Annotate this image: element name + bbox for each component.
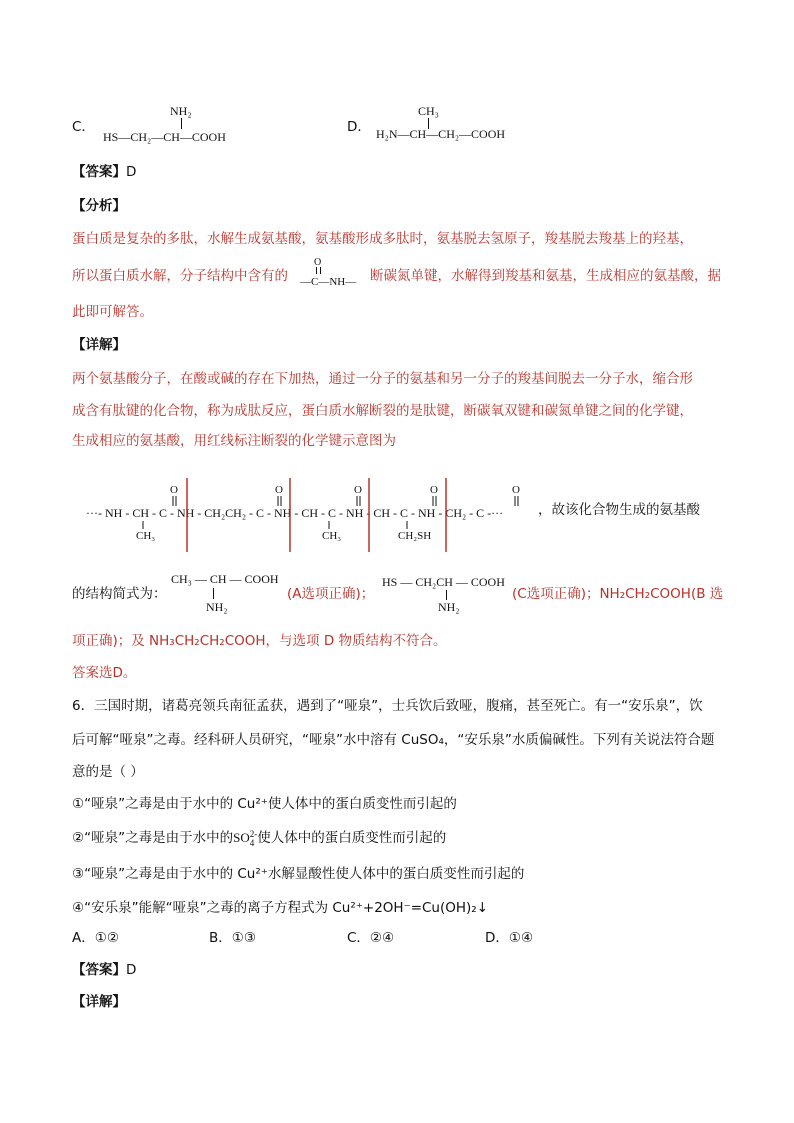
detail-tag: 【详解】 <box>72 337 126 353</box>
structures-intro: 的结构简式为： <box>72 586 167 602</box>
detail-2-tag: 【详解】 <box>72 994 126 1010</box>
chain-o-4: O <box>430 484 438 496</box>
option-d-formula: H₂N—CH—CH₂—COOH <box>376 127 506 141</box>
option-c-bond-line <box>181 118 182 129</box>
option-d-ch3: CH₃ <box>418 104 439 118</box>
analysis-line-2b: 断碳氮单键，水解得到羧基和氨基，生成相应的氨基酸，据 <box>370 268 721 284</box>
chain-tail-text: ，故该化合物生成的氨基酸 <box>538 502 700 518</box>
peptide-bond-double <box>316 267 321 274</box>
answer-2-value: D <box>126 962 137 978</box>
structure-a-bottom: NH₂ <box>206 600 228 614</box>
q6-statement-2 <box>72 829 446 848</box>
q6-line-1: 6．三国时期，诸葛亮领兵南征孟获，遇到了“哑泉”，士兵饮后致哑，腹痛，甚至死亡。有一“安乐泉”，饮 <box>72 698 703 714</box>
q6-option-b[interactable]: B．①③ <box>209 930 256 946</box>
answer-value: D <box>126 164 137 180</box>
structure-a-bond <box>213 588 214 599</box>
conclusion-line-1: 项正确)；及 NH₃CH₂CH₂COOH，与选项 D 物质结构不符合。 <box>72 633 447 649</box>
sulfate-ion-charge: 2- <box>249 829 258 840</box>
analysis-line-3: 此即可解答。 <box>72 304 153 320</box>
structure-c-note: (C选项正确)；NH₂CH₂COOH(B 选 <box>512 586 724 602</box>
sulfate-ion-subscript: 4 <box>249 838 255 849</box>
analysis-line-2a: 所以蛋白质水解，分子结构中含有的 <box>72 268 288 284</box>
sulfate-ion <box>233 829 258 849</box>
answer-tag-text: 【答案】 <box>72 164 126 180</box>
chain-o-2: O <box>275 484 283 496</box>
structure-c-bond <box>446 590 447 600</box>
q6-option-c[interactable]: C．②④ <box>347 930 395 946</box>
sulfate-ion-symbol: SO <box>233 830 250 845</box>
peptide-bond-formula: —C—NH— <box>300 276 357 288</box>
peptide-bond-o: O <box>314 257 322 268</box>
chain-o-1: O <box>170 484 178 496</box>
structure-c-top: HS — CH₂CH — COOH <box>382 575 505 589</box>
answer-2-tag <box>72 961 136 979</box>
option-d-label: D． <box>347 119 371 135</box>
detail-line-2: 成含有肽键的化合物，称为成肽反应，蛋白质水解断裂的是肽键，断碳氧双键和碳氮单键之间的化学键， <box>72 403 693 419</box>
structure-a-note: (A选项正确)； <box>287 586 375 602</box>
q6-statement-1: ①“哑泉”之毒是由于水中的 Cu²⁺使人体中的蛋白质变性而引起的 <box>72 796 457 812</box>
q6-statement-4: ④“安乐泉”能解“哑泉”之毒的离子方程式为 Cu²⁺+2OH⁻=Cu(OH)₂↓ <box>72 900 489 916</box>
analysis-tag: 【分析】 <box>72 198 126 214</box>
detail-line-3: 生成相应的氨基酸，用红线标注断裂的化学键示意图为 <box>72 433 396 449</box>
answer-tag <box>72 163 136 181</box>
q6-statement-2a: ②“哑泉”之毒是由于水中的 <box>72 830 234 846</box>
chain-side-ch3-1: CH₃ <box>136 530 156 542</box>
q6-line-2: 后可解“哑泉”之毒。经科研人员研究，“哑泉”水中溶有 CuSO₄，“安乐泉”水质偏碱性。下列有关说法符合题 <box>72 732 715 748</box>
chain-o-3: O <box>354 484 362 496</box>
q6-statement-2b: 使人体中的蛋白质变性而引起的 <box>257 830 447 846</box>
q6-option-a[interactable]: A．①② <box>72 930 119 946</box>
polypeptide-chain-diagram <box>80 476 560 556</box>
answer-2-tag-text: 【答案】 <box>72 962 126 978</box>
conclusion-line-2: 答案选D。 <box>72 665 137 681</box>
q6-statement-3: ③“哑泉”之毒是由于水中的 Cu²⁺水解显酸性使人体中的蛋白质变性而引起的 <box>72 866 525 882</box>
chain-o-5: O <box>512 484 520 496</box>
analysis-line-1: 蛋白质是复杂的多肽，水解生成氨基酸，氨基酸形成多肽时，氨基脱去氢原子，羧基脱去羧基上的羟基， <box>72 231 693 247</box>
detail-line-1: 两个氨基酸分子，在酸或碱的存在下加热，通过一分子的氨基和另一分子的羧基间脱去一分子水，缩合形 <box>72 371 693 387</box>
option-c-nh2: NH₂ <box>170 104 192 118</box>
chain-formula: ···- NH - CH - C - NH - CH₂CH₂ - C - NH - CH - C - NH - CH - C - NH - CH₂ - C -··· <box>86 506 504 520</box>
q6-option-d[interactable]: D．①④ <box>485 930 534 946</box>
chain-side-ch3-3: CH₃ <box>322 530 342 542</box>
option-c-label: C． <box>72 119 95 135</box>
q6-line-3: 意的是（ ） <box>72 764 144 780</box>
option-c-formula: HS—CH₂—CH—COOH <box>103 130 226 144</box>
structure-c-bottom: NH₂ <box>438 600 460 614</box>
chain-side-ch2sh: CH₂SH <box>398 530 432 542</box>
structure-a-top: CH₃ — CH — COOH <box>171 572 279 586</box>
